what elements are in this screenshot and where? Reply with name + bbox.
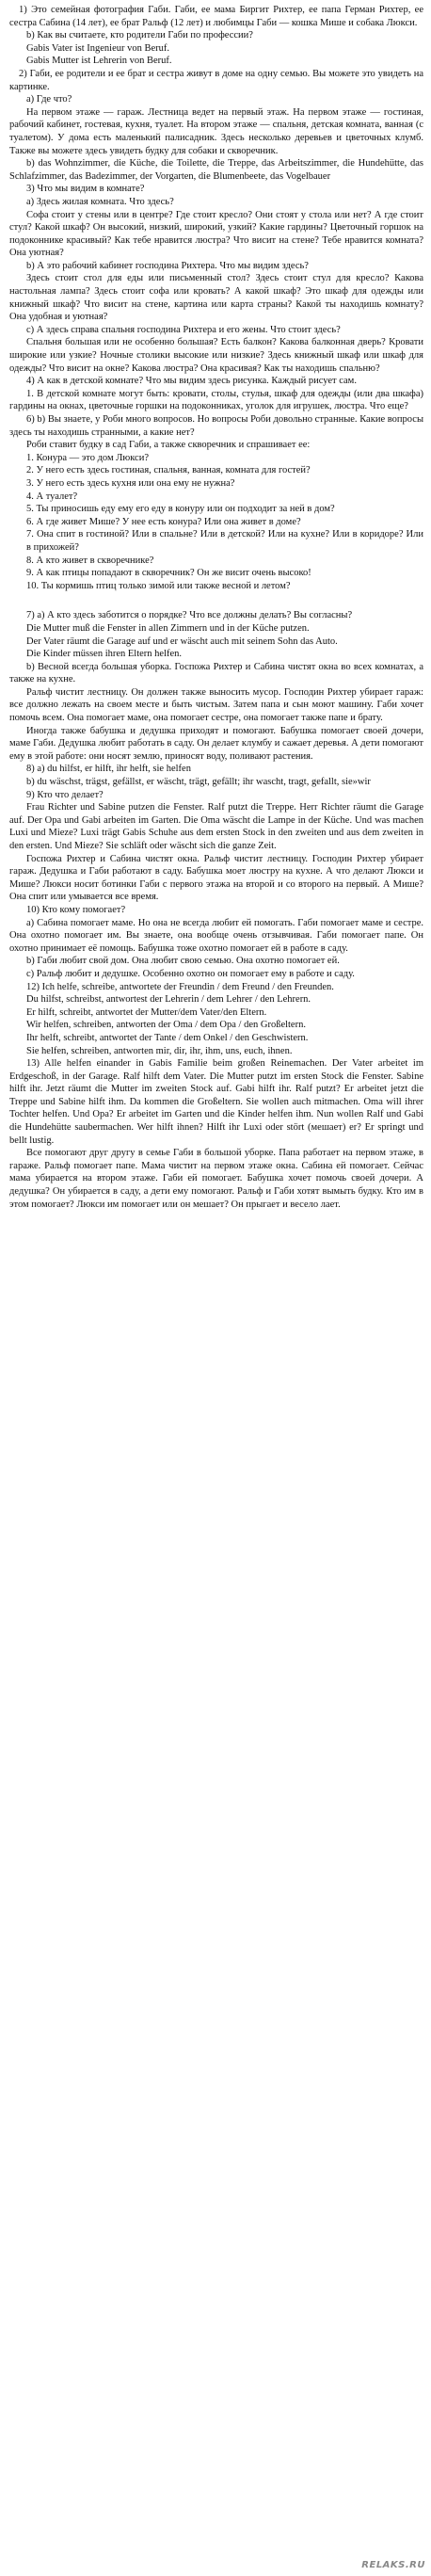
text-paragraph: 5. Ты приносишь еду ему его еду в конуру или он подходит за ней в дом?: [26, 504, 335, 515]
text-paragraph: Госпожа Рихтер и Сабина чистят окна. Ральф чистит лестницу. Господин Рихтер убирает гараж. Дедушка и Габи работают в саду. Бабушка моет люстру на кухне. А что делают Люкси и Мише? Люкси носит ботинки Габи с первого этажа на второй и со второго на первый. А Мише? Она спит или умывается все время.: [9, 853, 423, 903]
text-paragraph: 1. Конура — это дом Люкси?: [26, 452, 149, 463]
text-paragraph: Sie helfen, schreiben, antworten mir, dir, ihr, ihm, uns, euch, ihnen.: [26, 1045, 293, 1056]
text-paragraph: b) Как вы считаете, кто родители Габи по профессии?: [26, 30, 253, 41]
text-paragraph: b) du wäschst, trägst, gefällst, er wäscht, trägt, gefällt; ihr wascht, tragt, gefallt, sie»wir: [26, 777, 371, 788]
text-paragraph: 9) Кто что делает?: [26, 789, 104, 800]
text-paragraph: Все помогают друг другу в семье Габи в большой уборке. Папа работает на первом этаже, в гараже. Ральф помогает папе. Мама чистит на первом этаже окна. Сабина ей помогает. Сейчас мама убирается на втором этаже. Габи ей помогает. Бабушка хочет помочь своей дочери. А дедушка? Он убирается в саду, а дети ему помогают. Ральф и Габи хотят вымыть будку. Кто им в этом помогает? Люкси им помогает или он мешает? Он прыгает и весело лает.: [9, 1148, 423, 1210]
text-paragraph: Der Vater räumt die Garage auf und er wäscht auch mit seinem Sohn das Auto.: [26, 636, 338, 647]
text-paragraph: 6. А где живет Мише? У нее есть конура? Или она живет в доме?: [26, 516, 301, 527]
document-body: [9, 4, 423, 1211]
text-paragraph: b) Весной всегда большая уборка. Госпожа Рихтер и Сабина чистят окна во всех комнатах, а также на кухне.: [9, 661, 423, 685]
text-paragraph: Die Mutter muß die Fenster in allen Zimmern und in der Küche putzen.: [26, 622, 310, 634]
text-paragraph: 9. А как птицы попадают в скворечник? Он же висит очень высоко!: [26, 568, 311, 579]
text-paragraph: 7. Она спит в гостиной? Или в спальне? Или в детской? Или на кухне? Или в коридоре? Или в прихожей?: [26, 529, 423, 553]
text-paragraph: Frau Richter und Sabine putzen die Fenster. Ralf putzt die Treppe. Herr Richter räumt die Garage auf. Der Opa und Gabi arbeiten im Garten. Die Oma wäscht die Lampe in der Küche. Und was machen Luxi und Mieze? Luxi trägt Gabis Schuhe aus dem ersten Stock in den zweiten und aus dem zweiten in den ersten. Und Mieze? Sie schläft oder wäscht sich die ganze Zeit.: [9, 802, 423, 851]
text-paragraph: 6) b) Вы знаете, у Роби много вопросов. Но вопросы Роби довольно странные. Какие вопросы здесь ты находишь странными, а какие нет?: [9, 414, 423, 438]
text-paragraph: Er hilft, schreibt, antwortet der Mutter/dem Vater/den Eltern.: [26, 1006, 267, 1018]
section-gap: [9, 592, 423, 609]
text-paragraph: Gabis Mutter ist Lehrerin von Beruf.: [26, 56, 172, 67]
text-paragraph: 12) Ich helfe, schreibe, antwortete der Freundin / dem Freund / den Freunden.: [26, 981, 334, 992]
text-paragraph: Роби ставит будку в сад Габи, а также скворечник и спрашивает ее:: [26, 440, 311, 451]
text-paragraph: c) Ральф любит и дедушке. Особенно охотно он помогает ему в работе и саду.: [26, 968, 355, 979]
text-paragraph: Софа стоит у стены или в центре? Где стоит кресло? Они стоят у стола или нет? А где стоит стул? Какой шкаф? Он высокий, низкий, широкий, узкий? Какие гардины? Цветочный горшок на подоконнике красивый? Как тебе нравится люстра? Что висит на стене? Тебе нравится комната? Она уютная?: [9, 209, 423, 259]
text-paragraph: Ihr helft, schreibt, antwortet der Tante / dem Onkel / den Geschwistern.: [26, 1032, 309, 1043]
text-paragraph: 2. У него есть здесь гостиная, спальня, ванная, комната для гостей?: [26, 465, 311, 476]
text-paragraph: Die Kinder müssen ihren Eltern helfen.: [26, 649, 183, 660]
text-paragraph: Du hilfst, schreibst, antwortest der Lehrerin / dem Lehrer / den Lehrern.: [26, 994, 311, 1006]
text-paragraph: 3) Что мы видим в комнате?: [26, 184, 145, 195]
text-paragraph: Wir helfen, schreiben, antworten der Oma / dem Opa / den Großeltern.: [26, 1020, 306, 1031]
text-paragraph: Ральф чистит лестницу. Он должен также выносить мусор. Господин Рихтер убирает гараж: все должно лежать на своем месте и быть чистым. Затем папа и сын моют машину. Габи хочет помочь всем. Она помогает маме, она помогает сестре, она помогает также папе и брату.: [9, 686, 423, 724]
text-paragraph: Спальня большая или не особенно большая? Есть балкон? Какова балконная дверь? Кровати широкие или узкие? Ночные столики высокие или низкие? Здесь книжный шкаф или шкаф для одежды? Что висит на окне? Какова люстра? Она красивая? Как ты находишь спальню?: [9, 337, 423, 374]
text-paragraph: Иногда также бабушка и дедушка приходят и помогают. Бабушка помогает своей дочери, маме Габи. Дедушка любит работать в саду. Он делает клумбу и сажает деревья. А дети помогают ему в этой работе: они носят землю, приносят воду, поливают растения.: [9, 725, 423, 762]
text-paragraph: b) das Wohnzimmer, die Küche, die Toilette, die Treppe, das Arbeitszimmer, die Hundehütte, das Schlafzimmer, das Badezimmer, der Vorgarten, die Blumenbeete, das Vogelbauer: [9, 158, 423, 182]
text-paragraph: а) Где что?: [26, 94, 72, 105]
text-paragraph: Gabis Vater ist Ingenieur von Beruf.: [26, 42, 170, 54]
site-watermark: RELAKS.RU: [361, 2560, 425, 2571]
text-paragraph: а) Здесь жилая комната. Что здесь?: [26, 196, 174, 207]
text-paragraph: b) А это рабочий кабинет господина Рихтера. Что мы видим здесь?: [26, 260, 309, 271]
text-paragraph: На первом этаже — гараж. Лестница ведет на первый этаж. На первом этаже — гостиная, рабочий кабинет, гостевая, кухня, туалет. На втором этаже — спальня, детская комната, ванная (с туалетом). У дома есть маленький палисадник. Здесь несколько деревьев и цветочных клумб. Также вы можете здесь увидеть будку для собаки и скворечник.: [9, 106, 423, 156]
text-paragraph: 2) Габи, ее родители и ее брат и сестра живут в доме на одну семью. Вы можете это увидеть на картинке.: [9, 68, 423, 92]
text-paragraph: 8. А кто живет в скворечнике?: [26, 555, 154, 566]
text-paragraph: c) А здесь справа спальня господина Рихтера и его жены. Что стоит здесь?: [26, 324, 341, 335]
text-paragraph: 4) А как в детской комнате? Что мы видим здесь рисунка. Каждый рисует сам.: [26, 376, 357, 387]
text-paragraph: а) Сабина помогает маме. Но она не всегда любит ей помогать. Габи помогает маме и сестре. Она охотно помогает им. Вы знаете, она вообще очень отзывчивая. Габи помогает папе. Он охотно принимает её помощь. Бабушка тоже охотно помогает ей в работе в саду.: [9, 917, 423, 954]
text-paragraph: 4. А туалет?: [26, 491, 78, 502]
text-paragraph: 1. В детской комнате могут быть: кровати, столы, стулья, шкаф для одежды (или два шкафа) гардины на окнах, цветочные горшки на подоконниках, уголок для игрушек, люстра. Что еще?: [9, 388, 423, 412]
text-paragraph: 10) Кто кому помогает?: [26, 904, 126, 915]
text-paragraph: 13) Alle helfen einander in Gabis Familie beim großen Reinemachen. Der Vater arbeitet im Erdgeschoß, in der Garage. Ralf hilft dem Vater. Die Mutter putzt im ersten Stock die Fenster. Sabine hilft ihr. Jetzt räumt die Mutter im zweiten Stock auf. Gabi hilft ihr. Ralf putzt? Er arbeitet jetzt die Treppe und Sabine hilft ihm. Da kommen die Großeltern. Sie wollen auch mitmachen. Oma will ihrer Tochter helfen. Und Opa? Er arbeitet im Garten und die Kinder helfen ihm. Nun wollen Ralf und Gabi die Hundehütte saubermachen. Wer hilft ihnen? Hilft ihr Luxi oder stört (мешает) er? Er springt und bellt lustig.: [9, 1058, 423, 1146]
text-paragraph: 1) Это семейная фотография Габи. Габи, ее мама Биргит Рихтер, ее папа Герман Рихтер, ее сестра Сабина (14 лет), ее брат Ральф (12 лет) и любимцы Габи — кошка Мише и собака Люкси.: [9, 5, 423, 28]
text-paragraph: 8) а) du hilfst, er hilft, ihr helft, sie helfen: [26, 764, 191, 775]
text-paragraph: b) Габи любит свой дом. Она любит свою семью. Она охотно помогает ей.: [26, 956, 340, 967]
text-paragraph: Здесь стоит стол для еды или письменный стол? Здесь стоит стул для кресло? Какова настольная лампа? Здесь стоит софа или кровать? А какой шкаф? Это шкаф для одежды или книжный шкаф? Что висит на стене, картина или карта страны? Какой ты находишь комнату? Она удобная и уютная?: [9, 273, 423, 323]
text-paragraph: 7) а) А кто здесь заботится о порядке? Что все должны делать? Вы согласны?: [26, 610, 353, 621]
text-paragraph: 3. У него есть здесь кухня или она ему не нужна?: [26, 477, 235, 489]
text-paragraph: 10. Ты кормишь птиц только зимой или также весной и летом?: [26, 580, 291, 591]
